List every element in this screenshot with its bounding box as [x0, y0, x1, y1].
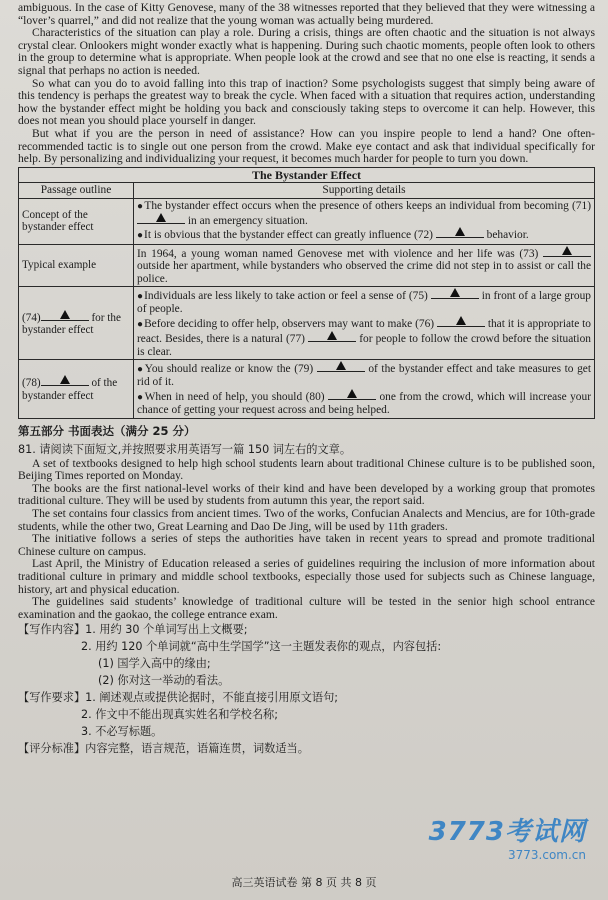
paragraph-avoid-inaction: So what can you do to avoid falling into this trap of inaction? Some psychologists suggest that simply being aware of this tendency is perhaps the greatest way to break the cycle. When faced with a situation that requires action, understanding how the bystander effect might be holding you back and consciously taking steps to overcome it can help. However, this does not mean you should place yourself in danger.: [18, 76, 595, 128]
passage-paragraph: The guidelines said students’ knowledge of traditional culture will be tested in the senior high school entrance examination and the gaokao, the college entrance exam.: [18, 595, 595, 621]
writing-content-line: 【写作内容】1. 用约 30 个单词写出上文概要;: [18, 623, 248, 637]
detail-item: ●Individuals are less likely to take action or feel a sense of (75) in front of a large group of people.: [137, 289, 592, 316]
outline-example: Typical example: [19, 244, 134, 286]
detail-item: In 1964, a young woman named Genovese met with violence and her life was (73) outside her apartment, while bystanders who observed the crime did not step in to assist or call the police.: [137, 247, 591, 285]
table-row: [19, 360, 595, 419]
answer-blank-73[interactable]: [543, 246, 591, 257]
table-row: [19, 286, 595, 359]
outline-concept: Concept of the bystander effect: [19, 198, 134, 244]
bullet-icon: ●: [137, 290, 144, 302]
passage-paragraph: The set contains four classics from ancient times. Two of the works, Confucian Analects and Mencius, are for 10th-grade students, while the other two, Great Learning and Dao De Jing, will be used by 11th graders.: [18, 507, 595, 533]
triangle-marker-icon: [327, 331, 337, 340]
triangle-marker-icon: [156, 213, 166, 222]
writing-requirement-line: 3. 不必写标题。: [81, 725, 163, 739]
column-header-details: Supporting details: [134, 183, 595, 198]
answer-blank-79[interactable]: [317, 361, 365, 372]
detail-item: ●When in need of help, you should (80) one from the crowd, which will increase your chance of getting your request across and being helped.: [137, 390, 591, 417]
passage-paragraph: A set of textbooks designed to help high school students learn about traditional Chinese culture is to be published soon, Beijing Times reported on Monday.: [18, 456, 595, 483]
bullet-icon: ●: [137, 391, 144, 403]
triangle-marker-icon: [455, 227, 465, 236]
bullet-icon: ●: [137, 318, 144, 330]
writing-requirement-line: 2. 作文中不能出现真实姓名和学校名称;: [81, 708, 279, 722]
section-five-heading: 第五部分 书面表达（满分 25 分）: [18, 423, 196, 438]
scoring-criteria-line: 【评分标准】内容完整，语言规范，语篇连贯，词数适当。: [18, 742, 309, 756]
writing-content-line: (2) 你对这一举动的看法。: [98, 674, 230, 688]
column-header-outline: Passage outline: [19, 183, 134, 198]
details-solutions: [134, 360, 595, 419]
details-concept: [134, 198, 595, 244]
table-row: [19, 198, 595, 244]
passage-paragraph: Last April, the Ministry of Education released a series of guidelines requiring the inclusion of more information about traditional culture in primary and middle school textbooks, especially those used for subjects such as Chinese language, history, art and physical education.: [18, 557, 595, 596]
bullet-icon: ●: [137, 200, 144, 212]
triangle-marker-icon: [347, 389, 357, 398]
table-row: [19, 244, 595, 286]
paragraph-situation: Characteristics of the situation can play a role. During a crisis, things are often chaotic and the situation is not always crystal clear. Onlookers might wonder exactly what is happening. During such chaotic moments, people often look to others in the group to determine what is appropriate. When people look at the crowd and see that no one else is reacting, it sends a signal that perhaps no action is needed.: [18, 26, 595, 77]
writing-content-line: (1) 国学入高中的缘由;: [98, 657, 211, 671]
writing-content-line: 2. 用约 120 个单词就“高中生学国学”这一主题发表你的观点，内容包括:: [81, 640, 442, 654]
triangle-marker-icon: [456, 316, 466, 325]
bullet-icon: ●: [137, 364, 144, 375]
writing-requirement-line: 【写作要求】1. 阐述观点或提供论据时，不能直接引用原文语句;: [18, 691, 339, 705]
triangle-marker-icon: [60, 375, 70, 384]
outline-reasons: (74) for the bystander effect: [19, 286, 134, 359]
answer-blank-76[interactable]: [437, 316, 485, 327]
triangle-marker-icon: [450, 288, 460, 297]
writing-requirement-label: 【写作要求】: [18, 691, 86, 705]
answer-blank-80[interactable]: [328, 389, 376, 400]
answer-blank-78[interactable]: [41, 375, 89, 386]
bullet-icon: ●: [137, 230, 144, 242]
triangle-marker-icon: [336, 361, 346, 370]
table-title: The Bystander Effect: [19, 167, 595, 182]
bystander-effect-table: [18, 167, 595, 419]
detail-item: ●Before deciding to offer help, observers may want to make (76) that it is appropriate to react. Besides, there is a natural (77) for people to follow the crowd before the situation is clear.: [137, 317, 591, 358]
triangle-marker-icon: [60, 310, 70, 319]
detail-item: ●It is obvious that the bystander effect can greatly influence (72) behavior.: [137, 229, 529, 242]
scoring-criteria-label: 【评分标准】: [18, 742, 86, 756]
detail-item: ●You should realize or know the (79) of the bystander effect and take measures to get rid of it.: [137, 363, 591, 389]
answer-blank-75[interactable]: [431, 288, 479, 299]
paragraph-genovese: ambiguous. In the case of Kitty Genovese, many of the 38 witnesses reported that they believed that they were witnessing a “lover’s quarrel,” and did not realize that the young woman was actually being murdered.: [18, 1, 595, 27]
details-example: [134, 244, 595, 286]
answer-blank-77[interactable]: [308, 331, 356, 342]
passage-paragraph: The books are the first national-level works of their kind and have been developed by a working group that promotes traditional culture. They will be used by students from autumn this year, the report said.: [18, 481, 595, 508]
question-81-instruction: 81. 请阅读下面短文,并按照要求用英语写一篇 150 词左右的文章。: [18, 442, 352, 456]
triangle-marker-icon: [562, 246, 572, 255]
answer-blank-74[interactable]: [41, 310, 89, 321]
passage-paragraph: The initiative follows a series of steps the authorities have taken in recent years to spread and promote traditional Chinese culture on campus.: [18, 532, 595, 558]
details-reasons: [134, 286, 595, 359]
answer-blank-72[interactable]: [436, 227, 484, 238]
writing-content-label: 【写作内容】: [18, 623, 86, 637]
detail-item: ●The bystander effect occurs when the presence of others keeps an individual from becoming (71) in an emergency situation.: [137, 199, 591, 227]
page-footer: 高三英语试卷 第 8 页 共 8 页: [231, 876, 377, 889]
paragraph-need-assistance: But what if you are the person in need of assistance? How can you inspire people to lend a hand? One often-recommended tactic is to single out one person from the crowd. Make eye contact and ask that individual specifically for help. By personalizing and individualizing your request, it becomes much harder for people to turn you down.: [18, 126, 595, 166]
answer-blank-71[interactable]: [137, 213, 185, 224]
outline-solutions: (78) of the bystander effect: [19, 360, 134, 419]
site-watermark-logo: 3773考试网 3773.com.cn: [428, 817, 586, 862]
